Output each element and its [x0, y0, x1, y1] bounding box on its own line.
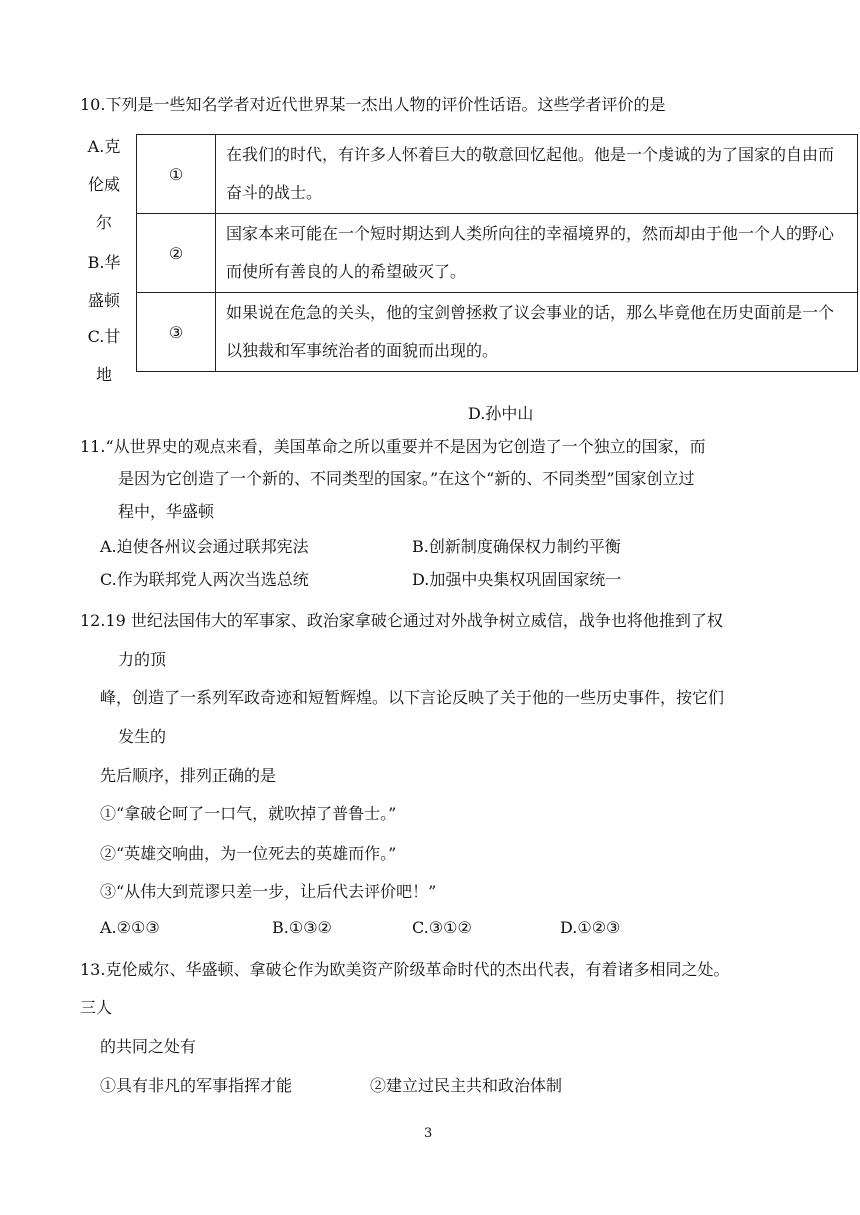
- q12-stem-line: 发生的: [118, 727, 167, 746]
- q12-stem-line: 先后顺序，排列正确的是: [100, 766, 277, 785]
- quote-number: ②: [137, 214, 216, 293]
- q13-stem-line: 13.克伦威尔、华盛顿、拿破仑作为欧美资产阶级革命时代的杰出代表，有着诸多相同之处。: [80, 960, 730, 979]
- q11-option-c[interactable]: C.作为联邦党人两次当选总统: [100, 570, 309, 589]
- q10-option-c[interactable]: C.甘地: [87, 327, 121, 384]
- page-number: 3: [424, 1126, 433, 1141]
- q12-option-c[interactable]: C.③①②: [412, 918, 472, 937]
- q12-stem-line: 力的顶: [118, 650, 167, 669]
- table-row: [137, 293, 858, 372]
- q11-stem-line: 11.“从世界史的观点来看，美国革命之所以重要并不是因为它创造了一个独立的国家，而: [80, 437, 706, 456]
- q13-item: ①具有非凡的军事指挥才能: [100, 1076, 293, 1095]
- q10-option-d[interactable]: D.孙中山: [468, 404, 534, 423]
- q11-option-b[interactable]: B.创新制度确保权力制约平衡: [412, 537, 621, 556]
- q12-option-d[interactable]: D.①②③: [560, 918, 621, 937]
- quote-text: 如果说在危急的关头，他的宝剑曾拯救了议会事业的话，那么毕竟他在历史面前是一个以独裁和军事统治者的面貌而出现的。: [216, 293, 858, 372]
- q12-stem-line: 12.19 世纪法国伟大的军事家、政治家拿破仑通过对外战争树立威信，战争也将他推到了权: [80, 611, 723, 630]
- q11-stem-line: 程中，华盛顿: [118, 502, 215, 521]
- q12-option-b[interactable]: B.①③②: [272, 918, 332, 937]
- q13-item: ②建立过民主共和政治体制: [370, 1076, 563, 1095]
- q12-item: ②“英雄交响曲，为一位死去的英雄而作。”: [100, 844, 397, 863]
- table-row: [137, 135, 858, 214]
- q12-item: ①“拿破仑呵了一口气，就吹掉了普鲁士。”: [100, 804, 397, 823]
- q13-stem-line: 三人: [80, 998, 113, 1017]
- quote-number: ①: [137, 135, 216, 214]
- q12-item: ③“从伟大到荒谬只差一步，让后代去评价吧！”: [100, 882, 437, 901]
- q12-stem-line: 峰，创造了一系列军政奇迹和短暂辉煌。以下言论反映了关于他的一些历史事件，按它们: [100, 688, 725, 707]
- q10-stem: 10.下列是一些知名学者对近代世界某一杰出人物的评价性话语。这些学者评价的是: [80, 95, 666, 114]
- q12-option-a[interactable]: A.②①③: [100, 918, 160, 937]
- q11-stem-line: 是因为它创造了一个新的、不同类型的国家。”在这个“新的、不同类型”国家创立过: [118, 469, 695, 488]
- q10-option-b[interactable]: B.华盛顿: [87, 253, 121, 310]
- quote-text: 在我们的时代，有许多人怀着巨大的敬意回忆起他。他是一个虔诚的为了国家的自由而奋斗的战士。: [216, 135, 858, 214]
- quote-number: ③: [137, 293, 216, 372]
- table-row: [137, 214, 858, 293]
- q10-quote-table: [136, 134, 858, 372]
- q11-option-a[interactable]: A.迫使各州议会通过联邦宪法: [100, 537, 309, 556]
- q10-option-a[interactable]: A.克伦威尔: [87, 137, 121, 232]
- quote-text: 国家本来可能在一个短时期达到人类所向往的幸福境界的，然而却由于他一个人的野心而使所有善良的人的希望破灭了。: [216, 214, 858, 293]
- q11-option-d[interactable]: D.加强中央集权巩固国家统一: [412, 570, 622, 589]
- q13-stem-line: 的共同之处有: [100, 1037, 197, 1056]
